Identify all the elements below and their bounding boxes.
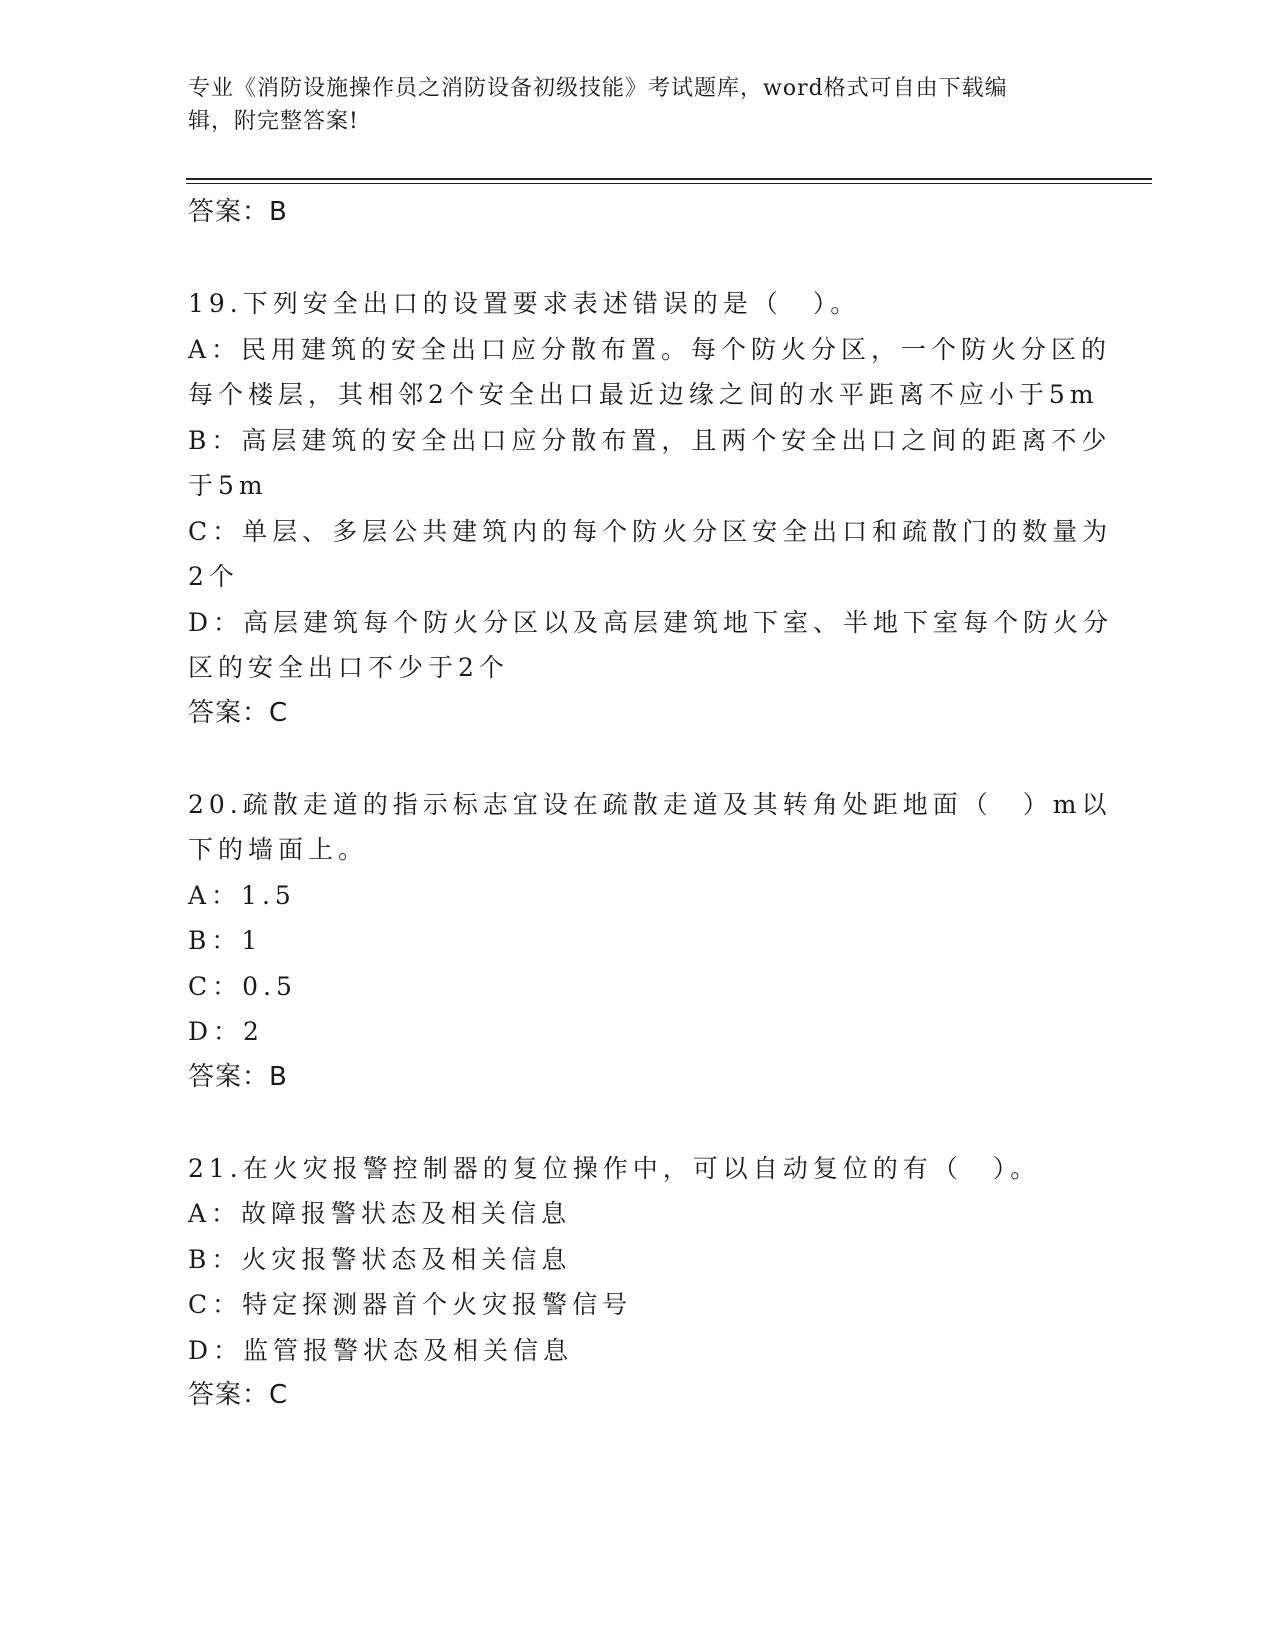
question-19-option-c: C：单层、多层公共建筑内的每个防火分区安全出口和疏散门的数量为 (188, 516, 1113, 546)
question-20-stem: 20.疏散走道的指示标志宜设在疏散走道及其转角处距地面（ ）m以 (188, 789, 1112, 819)
page-header (188, 72, 1068, 138)
question-content (188, 190, 1114, 1419)
question-21-option-a: A：故障报警状态及相关信息 (188, 1199, 572, 1228)
header-line-2: 辑，附完整答案! (188, 109, 359, 134)
question-21 (188, 1146, 1088, 1419)
question-20-stem-cont: 下的墙面上。 (188, 835, 369, 864)
spacer (188, 236, 1088, 282)
question-19-answer: 答案：C (188, 697, 289, 728)
question-20 (188, 782, 1112, 1101)
question-20-option-c: C：0.5 (188, 971, 297, 1001)
question-21-stem: 21.在火灾报警控制器的复位操作中，可以自动复位的有（ ）。 (188, 1153, 1041, 1183)
spacer (188, 736, 1088, 782)
question-19 (188, 281, 1114, 736)
question-21-option-d: D：监管报警状态及相关信息 (188, 1335, 574, 1365)
question-19-option-d-cont: 区的安全出口不少于2个 (188, 653, 509, 682)
question-19-option-b: B：高层建筑的安全出口应分散布置，且两个安全出口之间的距离不少 (188, 425, 1112, 455)
question-20-option-d: D：2 (188, 1017, 264, 1046)
question-19-option-d: D：高层建筑每个防火分区以及高层建筑地下室、半地下室每个防火分 (188, 607, 1114, 637)
question-19-option-b-cont: 于5m (188, 471, 268, 500)
question-19-option-a-cont: 每个楼层，其相邻2个安全出口最近边缘之间的水平距离不应小于5m (188, 380, 1099, 409)
question-19-stem: 19.下列安全出口的设置要求表述错误的是（ ）。 (188, 289, 861, 318)
answer-line-prev: 答案：B (188, 197, 288, 227)
question-20-option-a: A：1.5 (188, 880, 296, 910)
question-21-option-c: C：特定探测器首个火灾报警信号 (188, 1290, 633, 1319)
header-divider-thick (186, 178, 1152, 180)
question-20-answer: 答案：B (188, 1061, 288, 1092)
question-19-option-a: A：民用建筑的安全出口应分散布置。每个防火分区，一个防火分区的 (188, 334, 1112, 364)
question-21-option-b: B：火灾报警状态及相关信息 (188, 1244, 572, 1274)
question-21-answer: 答案：C (188, 1380, 289, 1410)
header-divider-thin (186, 183, 1152, 184)
question-20-option-b: B：1 (188, 926, 263, 955)
header-line-1: 专业《消防设施操作员之消防设备初级技能》考试题库，word格式可自由下载编 (188, 76, 1008, 101)
question-19-option-c-cont: 2个 (188, 562, 239, 591)
spacer (188, 1100, 1088, 1146)
